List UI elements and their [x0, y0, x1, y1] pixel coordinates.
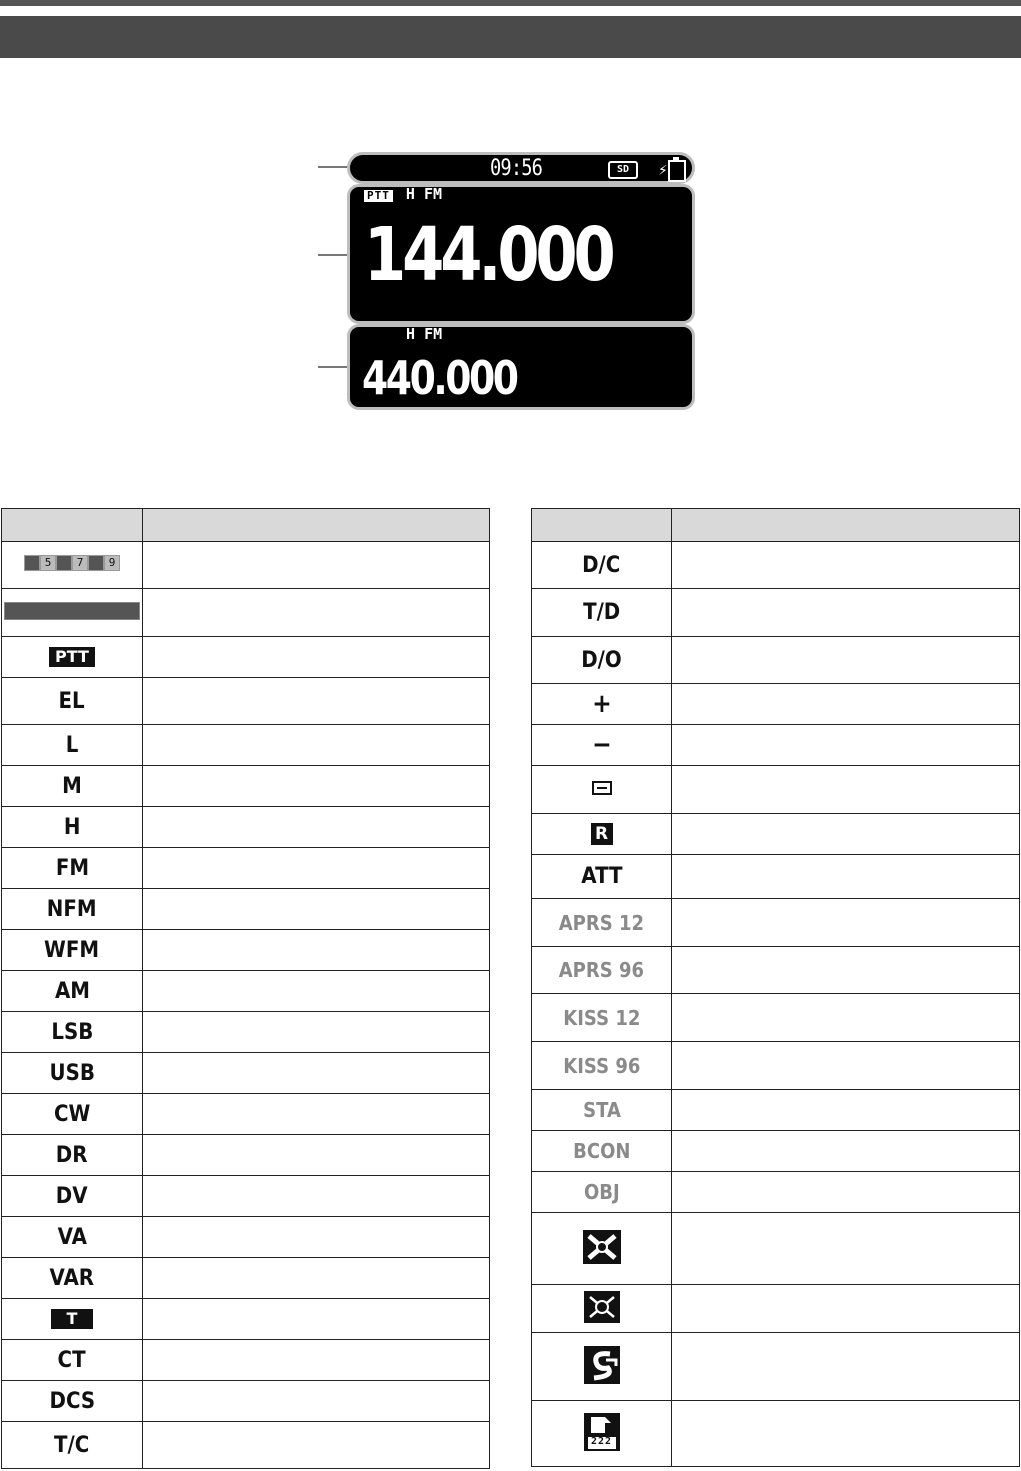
table-row: [2, 766, 490, 807]
table-row: [2, 725, 490, 766]
full-meter-icon: [4, 602, 140, 620]
sd-card-icon: SD: [608, 161, 638, 179]
description-cell: [672, 899, 1020, 947]
description-cell: [672, 725, 1020, 766]
leader-line-main: [318, 254, 348, 256]
icon-cell: [2, 848, 143, 889]
icon-cell: [2, 589, 143, 637]
gps-logging-icon: [584, 1346, 620, 1384]
att-icon: ATT: [580, 864, 623, 889]
usb-icon: USB: [49, 1060, 95, 1086]
table-row: [2, 930, 490, 971]
left-icon-table: [1, 508, 490, 1469]
icon-cell: [532, 814, 672, 855]
icon-cell: [2, 1340, 143, 1381]
description-cell: [672, 637, 1020, 684]
icon-cell: [532, 947, 672, 994]
icon-cell: [2, 1258, 143, 1299]
high-power-icon: H: [63, 814, 81, 840]
right-icon-table: [531, 508, 1020, 1467]
icon-cell: [2, 678, 143, 725]
table-row: [2, 1135, 490, 1176]
icon-cell: [2, 1176, 143, 1217]
main-indicator-line: [364, 187, 442, 202]
table-row: [2, 542, 490, 589]
icon-cell: [532, 589, 672, 637]
table-row: [2, 1217, 490, 1258]
am-icon: AM: [54, 978, 90, 1004]
description-cell: [143, 1094, 490, 1135]
icon-cell: [2, 542, 143, 589]
description-cell: [143, 1012, 490, 1053]
icon-cell: [2, 1012, 143, 1053]
table-row: [532, 766, 1020, 814]
dcs-icon: DCS: [49, 1388, 95, 1414]
dv-icon: DV: [56, 1183, 88, 1209]
description-cell: [143, 807, 490, 848]
table-row: [532, 899, 1020, 947]
table-row: [532, 637, 1020, 684]
icon-cell: [2, 1422, 143, 1469]
header-cell: [2, 509, 143, 542]
table-row: [532, 947, 1020, 994]
description-cell: [143, 889, 490, 930]
table-row: [2, 637, 490, 678]
description-cell: [672, 947, 1020, 994]
description-cell: [143, 542, 490, 589]
description-cell: [143, 678, 490, 725]
tone-icon: T: [51, 1309, 94, 1329]
table-row: [2, 971, 490, 1012]
table-row: [2, 678, 490, 725]
dr-icon: DR: [56, 1142, 88, 1168]
main-frequency: 144.000: [364, 212, 612, 298]
icon-cell: [532, 899, 672, 947]
header-cell: [672, 509, 1020, 542]
sta-icon: STA: [582, 1098, 621, 1122]
table-row: [2, 589, 490, 637]
description-cell: [672, 994, 1020, 1042]
dc-icon: D/C: [582, 552, 621, 578]
table-row: [532, 1213, 1020, 1285]
icon-cell: [532, 855, 672, 899]
header-cell: [143, 509, 490, 542]
icon-cell: [532, 1333, 672, 1401]
table-row: [2, 807, 490, 848]
sub-band-panel: [347, 324, 695, 410]
table-row: [2, 889, 490, 930]
icon-cell: [2, 1135, 143, 1176]
ptt-icon: PTT: [49, 647, 95, 667]
table-row: [532, 1131, 1020, 1172]
fm-icon: FM: [55, 855, 89, 881]
clock-display: 09:56: [490, 156, 543, 181]
icon-cell: [532, 994, 672, 1042]
description-cell: [672, 542, 1020, 589]
description-cell: [143, 637, 490, 678]
description-cell: [672, 766, 1020, 814]
icon-cell: [532, 1172, 672, 1213]
icon-cell: [2, 1053, 143, 1094]
do-icon: D/O: [581, 647, 622, 673]
description-cell: [143, 1176, 490, 1217]
table-row: [2, 848, 490, 889]
table-row: [2, 1381, 490, 1422]
low-power-icon: L: [65, 732, 79, 758]
table-row: [532, 542, 1020, 589]
icon-cell: [532, 766, 672, 814]
ct-icon: CT: [57, 1347, 87, 1373]
lcd-illustration: [345, 152, 695, 412]
table-row: [532, 1172, 1020, 1213]
icon-cell: [532, 684, 672, 725]
icon-cell: [2, 889, 143, 930]
description-cell: [143, 1053, 490, 1094]
table-row: [532, 855, 1020, 899]
reverse-icon: R: [591, 823, 613, 845]
header-cell: [532, 509, 672, 542]
description-cell: [143, 589, 490, 637]
icon-cell: [2, 930, 143, 971]
table-row: [532, 1333, 1020, 1401]
minus-shift-icon: −: [591, 730, 612, 760]
description-cell: [672, 1213, 1020, 1285]
description-cell: [143, 1258, 490, 1299]
icon-cell: [2, 807, 143, 848]
lsb-icon: LSB: [51, 1019, 93, 1045]
description-cell: [672, 855, 1020, 899]
top-rule: [0, 0, 1021, 6]
icon-cell: [532, 1213, 672, 1285]
description-cell: [143, 766, 490, 807]
description-cell: [672, 1090, 1020, 1131]
table-row: [2, 1299, 490, 1340]
description-cell: [143, 1381, 490, 1422]
table-row: [2, 1094, 490, 1135]
td-icon: T/D: [582, 600, 621, 625]
description-cell: [143, 1299, 490, 1340]
table-row: [2, 1340, 490, 1381]
nfm-icon: NFM: [47, 896, 97, 922]
aprs-9600-icon: APRS 96: [558, 958, 645, 982]
description-cell: [672, 1131, 1020, 1172]
table-header-row: [532, 509, 1020, 542]
table-row: [2, 1053, 490, 1094]
icon-cell: [532, 1285, 672, 1333]
icon-cell: [2, 725, 143, 766]
var-icon: VAR: [49, 1265, 95, 1291]
bcon-icon: BCON: [572, 1139, 631, 1163]
icon-cell: [2, 1299, 143, 1340]
description-cell: [143, 1340, 490, 1381]
description-cell: [143, 1135, 490, 1176]
status-bar-panel: [347, 152, 695, 184]
icon-cell: [2, 1094, 143, 1135]
sub-power-indicator: H: [406, 325, 416, 343]
description-cell: [672, 1333, 1020, 1401]
table-header-row: [2, 509, 490, 542]
description-cell: [672, 1172, 1020, 1213]
description-cell: [143, 725, 490, 766]
description-cell: [143, 971, 490, 1012]
description-cell: [143, 848, 490, 889]
table-row: [532, 1090, 1020, 1131]
power-indicator: H: [405, 185, 415, 203]
obj-icon: OBJ: [583, 1180, 620, 1204]
icon-cell: [532, 725, 672, 766]
table-row: [2, 1422, 490, 1469]
cw-icon: CW: [53, 1101, 91, 1127]
sub-frequency: 440.000: [362, 351, 517, 405]
icon-cell: [2, 1381, 143, 1422]
leader-line-sub: [318, 366, 348, 368]
mid-power-icon: M: [62, 773, 82, 799]
s-meter-icon: 5 7 9: [24, 555, 120, 571]
description-cell: [143, 930, 490, 971]
icon-cell: [2, 637, 143, 678]
icon-cell: [532, 637, 672, 684]
kiss-9600-icon: KISS 96: [562, 1053, 641, 1078]
table-row: [532, 1285, 1020, 1333]
table-row: [532, 684, 1020, 725]
icon-cell: [532, 1090, 672, 1131]
tc-icon: T/C: [54, 1432, 90, 1458]
icon-cell: [532, 1042, 672, 1090]
table-row: [532, 589, 1020, 637]
table-row: [532, 1042, 1020, 1090]
description-cell: [672, 684, 1020, 725]
description-cell: [672, 1401, 1020, 1467]
table-row: [532, 725, 1020, 766]
memo-icon-label: 222: [590, 1435, 613, 1447]
main-band-panel: [347, 184, 695, 324]
sub-indicator-line: [406, 327, 442, 341]
description-cell: [143, 1422, 490, 1469]
description-cell: [672, 1285, 1020, 1333]
icon-cell: [532, 1131, 672, 1172]
duplex-box-icon: [592, 781, 612, 795]
aprs-1200-icon: APRS 12: [558, 910, 645, 935]
el-icon: EL: [58, 688, 86, 714]
table-row: [2, 1012, 490, 1053]
icon-cell: [2, 971, 143, 1012]
wfm-icon: WFM: [44, 937, 100, 963]
table-row: [532, 994, 1020, 1042]
description-cell: [672, 1042, 1020, 1090]
icon-cell: [2, 766, 143, 807]
icon-cell: [2, 1217, 143, 1258]
description-cell: [672, 814, 1020, 855]
mode-indicator: FM: [423, 185, 443, 203]
table-row: [532, 814, 1020, 855]
section-header-bar: [0, 16, 1021, 58]
sub-mode-indicator: FM: [424, 325, 443, 343]
leader-line-status: [318, 166, 348, 168]
kiss-1200-icon: KISS 12: [562, 1005, 641, 1030]
icon-cell: [532, 542, 672, 589]
table-row: [532, 1401, 1020, 1467]
description-cell: [143, 1217, 490, 1258]
icon-cell: [532, 1401, 672, 1467]
plus-shift-icon: +: [591, 689, 612, 719]
gps-sync-icon: [583, 1230, 621, 1264]
ptt-indicator: PTT: [364, 190, 393, 202]
table-row: [2, 1176, 490, 1217]
memo-icon: [584, 1413, 620, 1451]
va-icon: VA: [57, 1224, 87, 1250]
description-cell: [672, 589, 1020, 637]
gps-search-icon: [584, 1291, 620, 1323]
table-row: [2, 1258, 490, 1299]
battery-icon: ⚡: [668, 160, 686, 182]
